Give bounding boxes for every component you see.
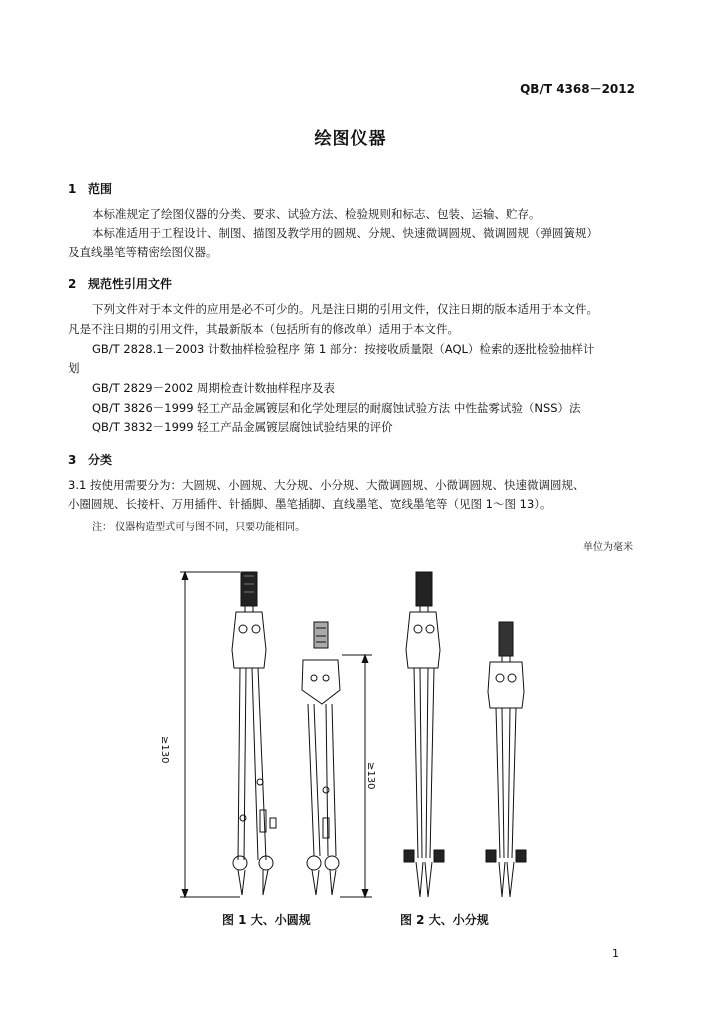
section-2-number: 2	[68, 277, 77, 291]
section-2-title: 规范性引用文件	[88, 277, 173, 291]
small-divider-drawing	[486, 622, 526, 897]
fig1-dimension-line	[180, 572, 240, 897]
large-divider-drawing	[404, 572, 444, 897]
section-3-para-1b: 小圈圆规、长接杆、万用插件、针插脚、墨笔插脚、直线墨笔、宽线墨笔等（见图 1～图 13）。	[68, 497, 552, 511]
standard-number: QB/T 4368－2012	[520, 82, 635, 96]
section-1-para-1: 本标准规定了绘图仪器的分类、要求、试验方法、检验规则和标志、包装、运输、贮存。	[92, 207, 541, 221]
section-3-number: 3	[68, 453, 77, 467]
figure-1-caption: 图 1 大、小圆规	[222, 913, 311, 927]
section-2-para-1b: 凡是不注日期的引用文件，其最新版本（包括所有的修改单）适用于本文件。	[68, 322, 459, 336]
section-1-para-2a: 本标准适用于工程设计、制图、描图及教学用的圆规、分规、快速微调圆规、微调圆规（弹圆簧规）	[92, 226, 598, 240]
reference-2: GB/T 2829－2002 周期检查计数抽样程序及表	[92, 381, 336, 395]
section-3-title: 分类	[88, 453, 113, 467]
reference-1a: GB/T 2828.1－2003 计数抽样检验程序 第 1 部分：按接收质量限（AQL）检索的逐批检验抽样计	[92, 342, 595, 356]
reference-4: QB/T 3832－1999 轻工产品金属镀层腐蚀试验结果的评价	[92, 420, 393, 434]
small-compass-drawing	[302, 622, 340, 895]
section-3-note: 注： 仪器构造型式可与图不同，只要功能相同。	[92, 522, 306, 533]
reference-1b: 划	[68, 361, 80, 375]
fig1-dimension-label: ≥130	[159, 736, 170, 764]
unit-label: 单位为毫米	[583, 542, 633, 553]
section-1-number: 1	[68, 182, 77, 196]
section-2-para-1a: 下列文件对于本文件的应用是必不可少的。凡是注日期的引用文件，仅注日期的版本适用于本文件。	[92, 302, 598, 316]
section-1-title: 范围	[88, 182, 113, 196]
section-3-para-1a: 3.1 按使用需要分为：大圆规、小圆规、大分规、小分规、大微调圆规、小微调圆规、快速微调圆规、	[68, 478, 585, 492]
reference-3: QB/T 3826－1999 轻工产品金属镀层和化学处理层的耐腐蚀试验方法 中性盐雾试验（NSS）法	[92, 401, 581, 415]
page-number: 1	[612, 947, 619, 960]
document-title: 绘图仪器	[314, 129, 387, 149]
section-1-para-2b: 及直线墨笔等精密绘图仪器。	[68, 245, 218, 259]
fig1-small-dimension-label: ≥130	[365, 762, 376, 790]
large-compass-drawing	[232, 572, 276, 895]
figure-2-caption: 图 2 大、小分规	[400, 913, 489, 927]
